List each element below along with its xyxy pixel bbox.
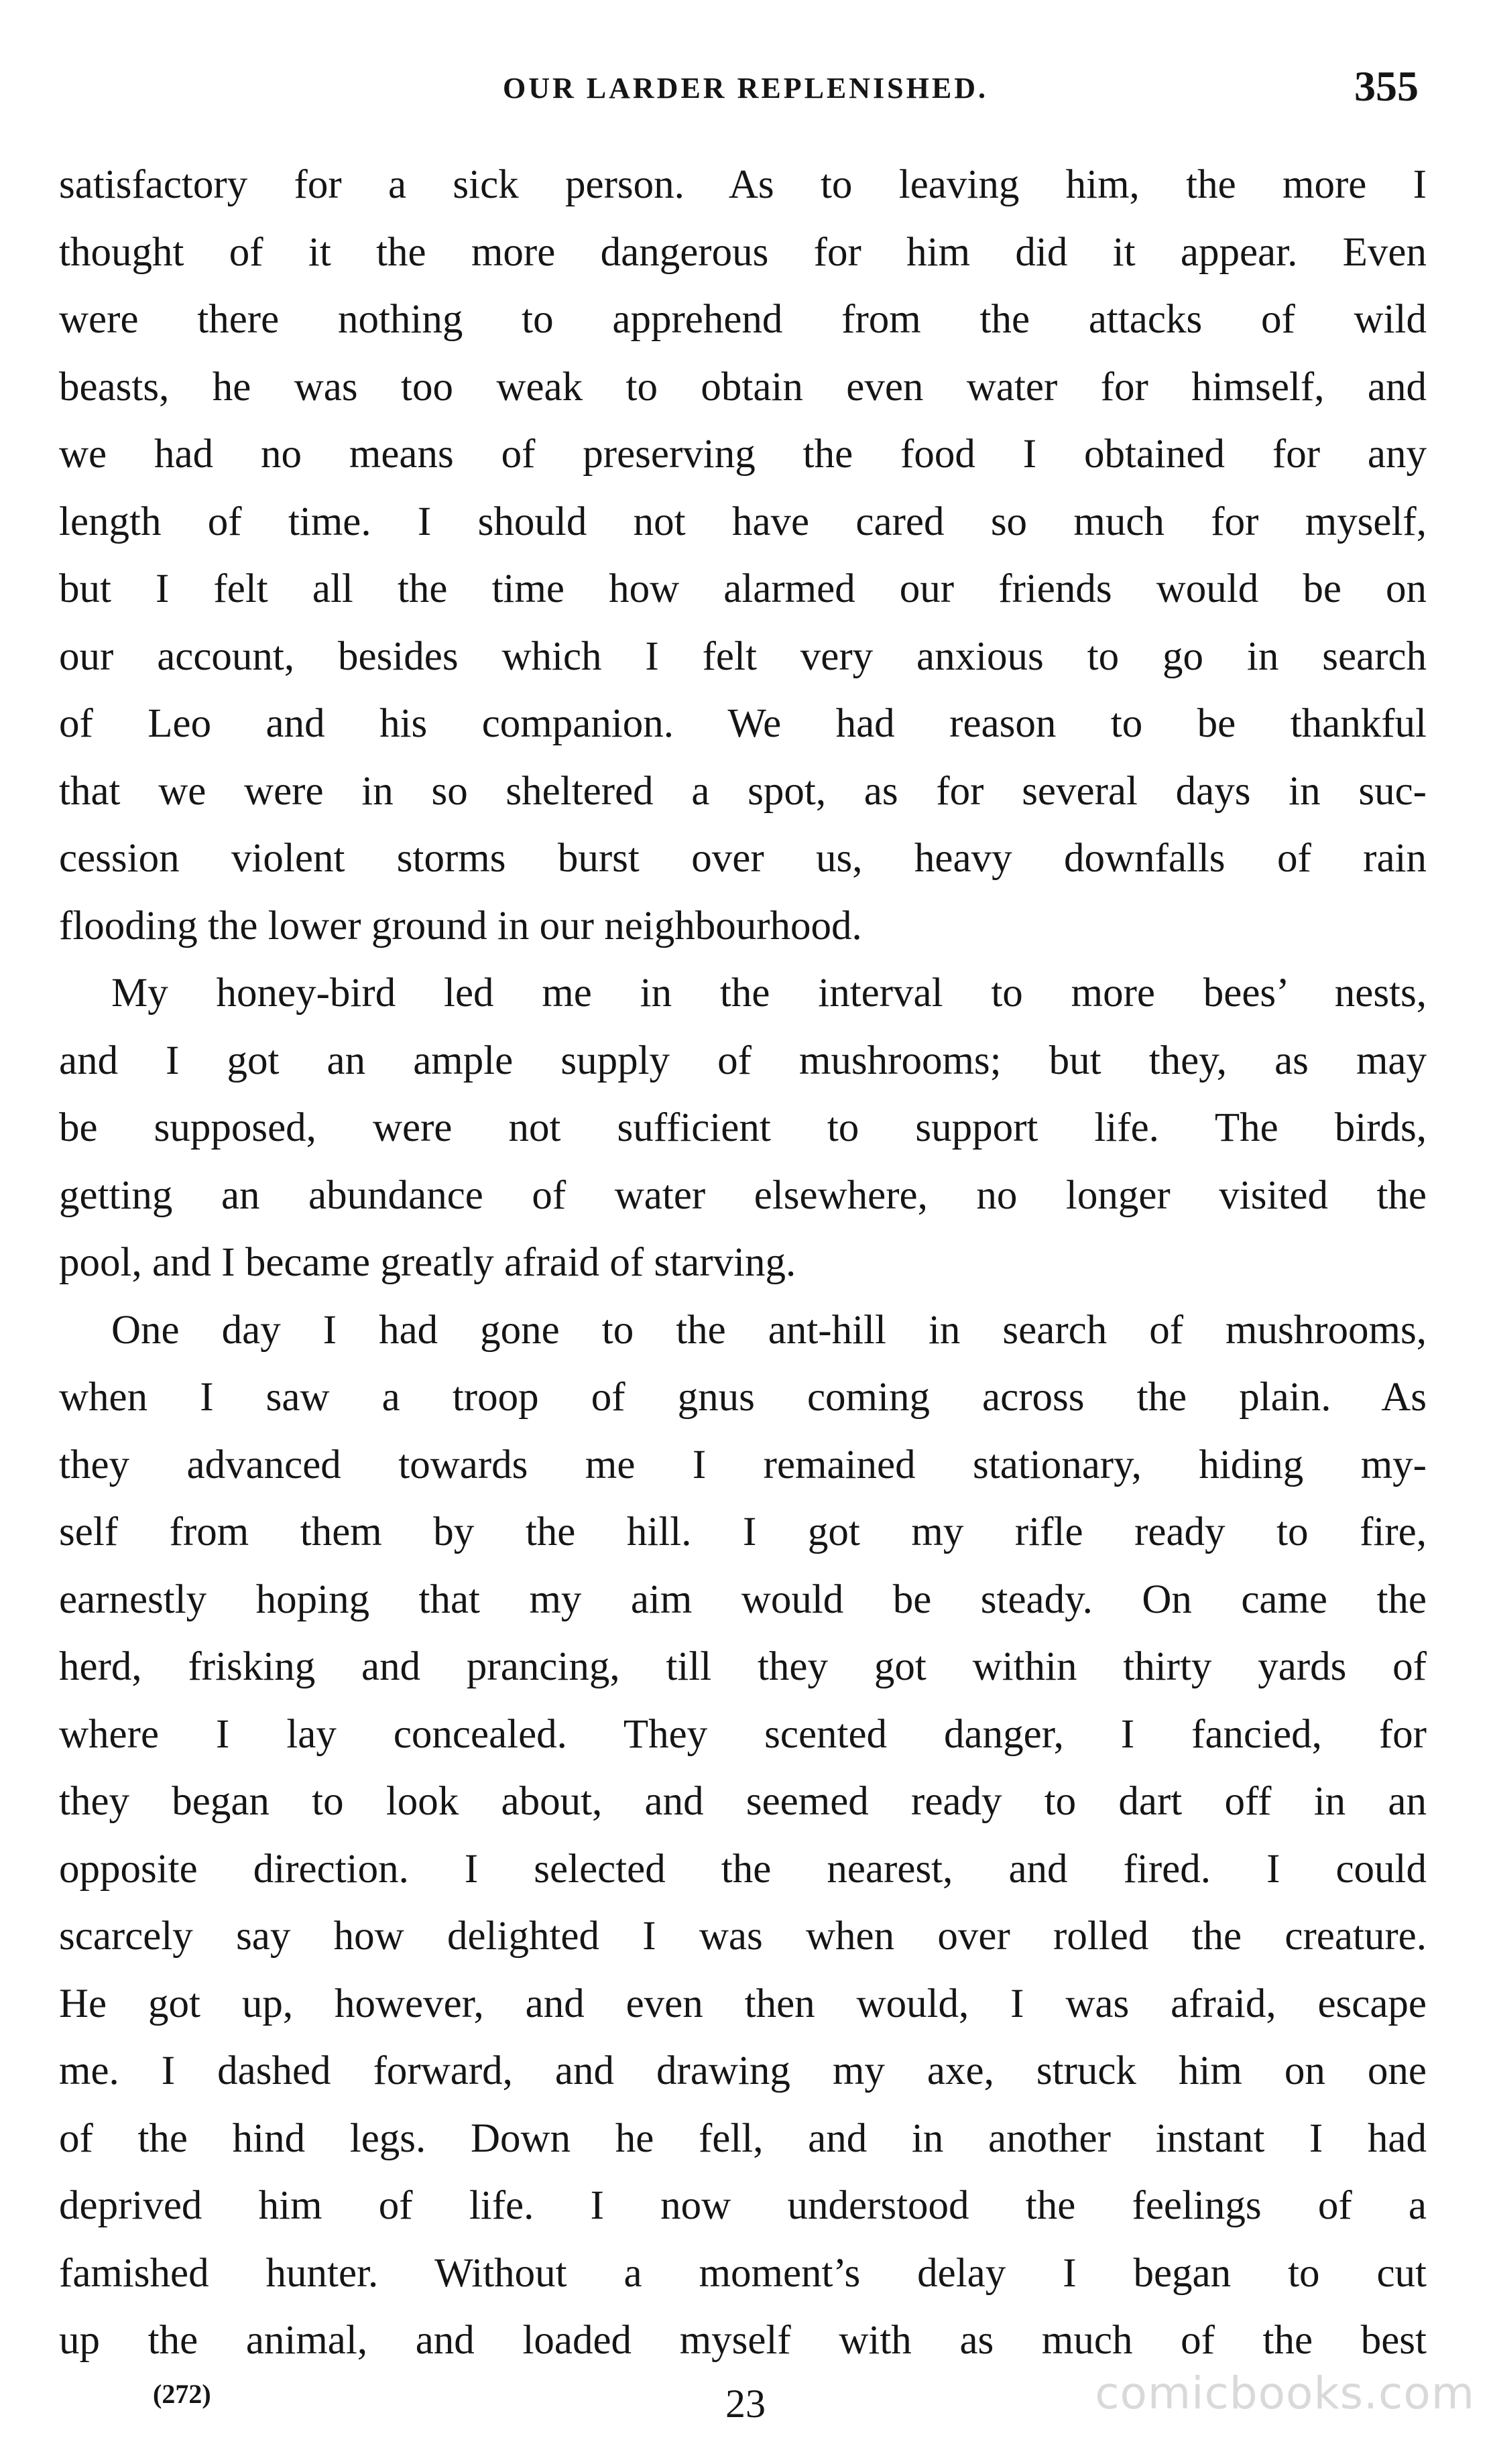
text-line: but I felt all the time how alarmed our friends would be on	[59, 566, 1427, 611]
paragraph-start-line: My honey-bird led me in the interval to more bees’ nests,	[111, 971, 1427, 1015]
page-footer	[0, 2367, 1491, 2453]
page-number: 355	[1354, 62, 1419, 110]
text-line: opposite direction. I selected the nearest, and fired. I could	[59, 1846, 1427, 1892]
text-line: earnestly hoping that my aim would be steady. On came the	[59, 1577, 1427, 1622]
text-line: where I lay concealed. They scented danger, I fancied, for	[59, 1711, 1427, 1757]
text-line: of Leo and his companion. We had reason to be thankful	[59, 701, 1427, 746]
text-line: cession violent storms burst over us, heavy downfalls of rain	[59, 836, 1427, 881]
paragraph-start-line: One day I had gone to the ant-hill in search of mushrooms,	[111, 1307, 1427, 1353]
running-head	[0, 62, 1491, 115]
text-line: He got up, however, and even then would, I was afraid, escape	[59, 1981, 1427, 2026]
text-line: our account, besides which I felt very anxious to go in search	[59, 633, 1427, 679]
text-line: scarcely say how delighted I was when over rolled the creature.	[59, 1914, 1427, 1959]
text-line: up the animal, and loaded myself with as much of the best	[59, 2318, 1427, 2363]
text-line: flooding the lower ground in our neighbourhood.	[59, 903, 862, 948]
text-line: be supposed, were not sufficient to support life. The birds,	[59, 1105, 1427, 1150]
watermark: comicbooks.com	[1095, 2367, 1475, 2419]
text-line: we had no means of preserving the food I obtained for any	[59, 432, 1427, 477]
body-text	[59, 151, 1427, 2375]
text-line: beasts, he was too weak to obtain even water for himself, and	[59, 364, 1427, 410]
text-line: famished hunter. Without a moment’s delay I began to cut	[59, 2250, 1427, 2296]
printer-mark: (272)	[153, 2379, 211, 2409]
text-line: satisfactory for a sick person. As to leaving him, the more I	[59, 162, 1427, 207]
signature-mark: 23	[725, 2382, 766, 2426]
text-line: self from them by the hill. I got my rifle ready to fire,	[59, 1510, 1427, 1554]
text-line: when I saw a troop of gnus coming across the plain. As	[59, 1375, 1427, 1420]
text-line: pool, and I became greatly afraid of starving.	[59, 1240, 796, 1285]
text-line: getting an abundance of water elsewhere, no longer visited the	[59, 1172, 1427, 1218]
text-line: me. I dashed forward, and drawing my axe, struck him on one	[59, 2048, 1427, 2093]
text-line: herd, frisking and prancing, till they got within thirty yards of	[59, 1644, 1427, 1689]
text-line: and I got an ample supply of mushrooms; but they, as may	[59, 1038, 1427, 1083]
text-line: they began to look about, and seemed ready to dart off in an	[59, 1779, 1427, 1824]
text-line: they advanced towards me I remained stationary, hiding my-	[59, 1442, 1427, 1487]
text-line: length of time. I should not have cared so much for myself,	[59, 499, 1427, 544]
text-line: that we were in so sheltered a spot, as for several days in suc-	[59, 768, 1427, 814]
text-line: deprived him of life. I now understood the feelings of a	[59, 2183, 1427, 2228]
running-title: OUR LARDER REPLENISHED.	[503, 72, 988, 105]
text-line: were there nothing to apprehend from the attacks of wild	[59, 297, 1427, 342]
text-line: thought of it the more dangerous for him did it appear. Even	[59, 229, 1427, 275]
text-line: of the hind legs. Down he fell, and in another instant I had	[59, 2115, 1427, 2161]
